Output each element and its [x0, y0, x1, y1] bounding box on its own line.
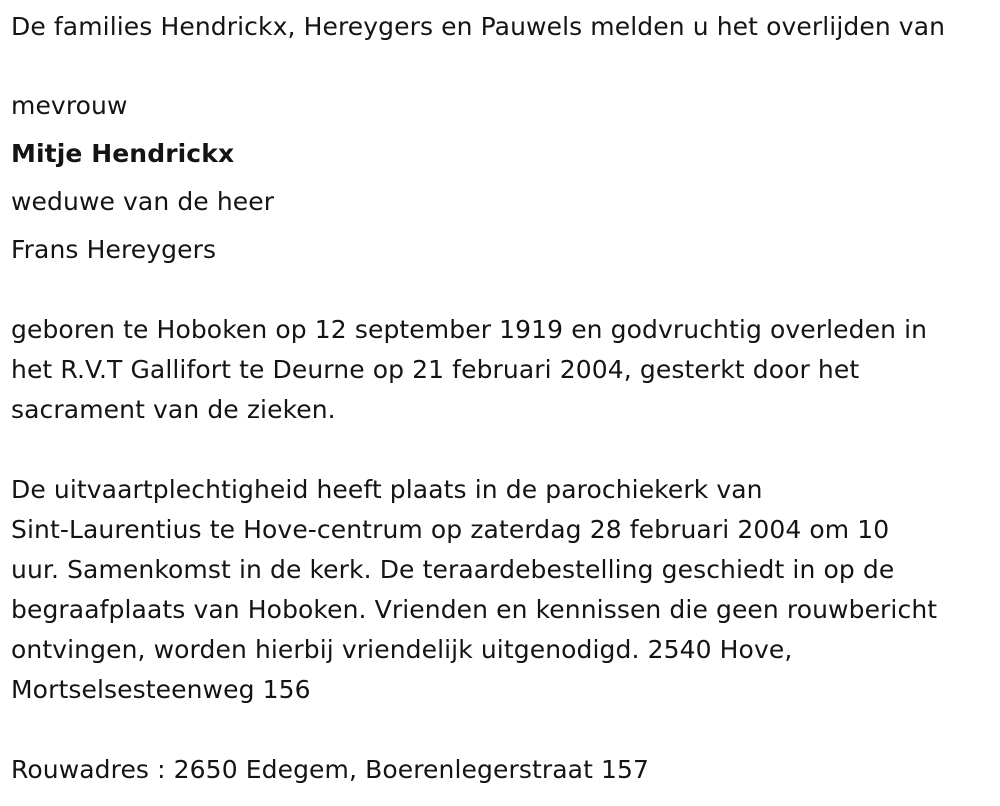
spouse-name: Frans Hereygers: [11, 235, 217, 264]
funeral-line: Sint-Laurentius te Hove-centrum op zaterdag 28 februari 2004 om 10: [11, 515, 890, 544]
birth-death-line: het R.V.T Gallifort te Deurne op 21 februari 2004, gesterkt door het: [11, 355, 860, 384]
funeral-line: De uitvaartplechtigheid heeft plaats in de parochiekerk van: [11, 475, 763, 504]
funeral-line: begraafplaats van Hoboken. Vrienden en kennissen die geen rouwbericht: [11, 595, 938, 624]
title-prefix: mevrouw: [11, 91, 128, 120]
funeral-line: uur. Samenkomst in de kerk. De teraardebestelling geschiedt in op de: [11, 555, 895, 584]
mourning-address: Rouwadres : 2650 Edegem, Boerenlegerstraat 157: [11, 755, 650, 784]
funeral-line: Mortselsesteenweg 156: [11, 675, 311, 704]
birth-death-line: geboren te Hoboken op 12 september 1919 en godvruchtig overleden in: [11, 315, 928, 344]
birth-death-line: sacrament van de zieken.: [11, 395, 336, 424]
deceased-name: Mitje Hendrickx: [11, 139, 235, 168]
intro-text: De families Hendrickx, Hereygers en Pauwels melden u het overlijden van: [11, 12, 946, 41]
birth-death-paragraph: [11, 310, 996, 430]
funeral-line: ontvingen, worden hierbij vriendelijk uitgenodigd. 2540 Hove,: [11, 635, 793, 664]
funeral-paragraph: [11, 470, 996, 710]
relation-text: weduwe van de heer: [11, 187, 275, 216]
